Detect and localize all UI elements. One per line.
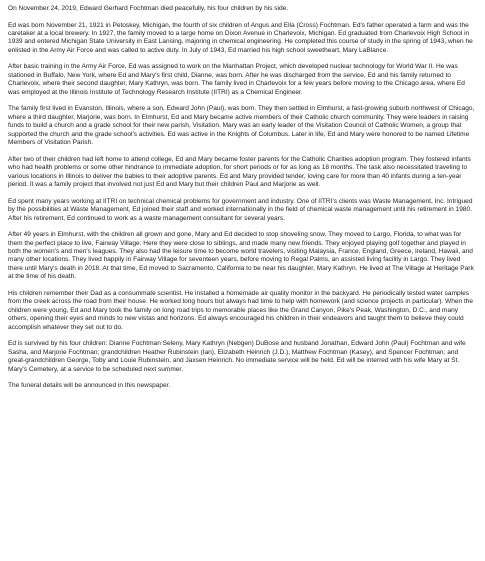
paragraph-elmhurst-family: The family first lived in Evanston, Illinois, where a son, Edward John (Paul), was born. They then settled in Elmhurst, a fast-growing suburb northwest of Chicago, where a third daughter, Marjorie, was born. In Elmhurst, Ed and Mary became active members of their Catholic church community. They were leaders in raising funds to build a church and a grade school for their new parish, Visitation. Mary was an early leader of the Visitation Council of Catholic Women, a group that supported the church and the grade school's activities. Ed was active in the Knights of Columbus. Later in life, Ed and Mary were honored to be named Lifetime Members of Visitation Parish. — [8, 105, 475, 147]
paragraph-foster-parents: After two of their children had left home to attend college, Ed and Mary became foster parents for the Catholic Charities adoption program. They fostered infants who had health problems or some other hindrance to immediate adoption, for short periods or for as long as 18 months. The task also necessitated traveling to various locations in Illinois to deliver the babies to their adoptive parents. Ed and Mary provided tender, loving care for more than 40 infants during a ten-year period. It was a family project that involved not just Ed and Mary but their children Paul and Marjorie as well. — [8, 155, 471, 189]
paragraph-funeral-details: The funeral details will be announced in this newspaper. — [8, 382, 171, 390]
paragraph-early-life: Ed was born November 21, 1921 in Petoskey, Michigan, the fourth of six children of Angus and Ella (Cross) Fochtman. Ed's father operated a farm and was the caretaker at a local brewery. In 1927, the family moved to a large home on Dixon Avenue in Charlevoix, Michigan. Ed graduated from Charlevoix High School in 1939 and entered Michigan State University in East Lansing, majoring in chemical engineering. He completed this course of study in the spring of 1943, when he enlisted in the Army Air Force and was called to active duty. In July of 1943, Ed married his high school sweetheart, Mary LaBlance. — [8, 21, 473, 54]
paragraph-retirement-florida: After 49 years in Elmhurst, with the children all grown and gone, Mary and Ed decided to stop shoveling snow. They moved to Largo, Florida, to what was for them the perfect place to live, Fairway Village. Here they were close to siblings, and made many new friends. They enjoyed playing golf together and played in both the women's and men's leagues. They also had the leisure time to become world travelers, visiting Malaysia, France, England, Greece, Ireland, Hawaii, and many other locations. They lived happily in Fairway Village for seventeen years, before moving to Regal Palms, an assisted living facility in Largo. They lived there until Mary's death in 2018. At that time, Ed moved to Sacramento, California to be near his daughter, Mary Kathryn. He lived at The Village at Heritage Park at the time of his death. — [8, 231, 474, 281]
paragraph-survivors: Ed is survived by his four children: Dianne Fochtman Seleny, Mary Kathryn (Nebgen) DuBose and husband Jonathan, Edward John (Paul) Fochtman and wife Sasha, and Marjorie Fochtman; grandchildren Heather Rubinstein (Ian), Elizabeth Heinrich (J.D.), Matthew Fochtman (Kasey), and Spencer Fochtman; and great-grandchildren George, Toby and Louie Rubinstein, and Jaxsen Heinrich. No immediate service will be held. Ed will be interred with his wife Mary at St. Mary's Cemetery, at a service to be scheduled next summer. — [8, 340, 466, 373]
paragraph-career: Ed spent many years working at IITRI on technical chemical problems for government and industry. One of IITRI's clients was Waste Management, Inc. Intrigued by the possibilities at Waste Management, Ed joined their staff and worked internationally in the field of chemical waste management until his retirement in 1980. After his retirement, Ed continued to work as a waste management consultant for several years. — [8, 197, 473, 222]
paragraph-military-service: After basic training in the Army Air Force, Ed was assigned to work on the Manhattan Project, which developed nuclear technology for World War II. He was stationed in Buffalo, New York, where Ed and Mary's first child, Dianne, was born. After he was discharged from the service, Ed and his family returned to Charlevoix, where their second daughter, Mary Kathryn, was born. The family lived in Charlevoix for a few years before moving to the Chicago area, where Ed was employed at the Illinois Institute of Technology Research Institute (IITRI) as a Chemical Engineer. — [8, 63, 465, 96]
paragraph-death-announcement: On November 24, 2019, Edward Gerhard Fochtman died peacefully, his four children by his side. — [8, 5, 289, 12]
paragraph-children-memories: His children remember their Dad as a consummate scientist. He installed a homemade air quality monitor in the backyard. He periodically tested water samples from the creek across the road from their house. He worked long hours but always had time to help with homework (and science projects in particular). When the children were young, Ed and Mary took the family on long road trips to memorable places like the Grand Canyon, Pike's Peak, Washington, D.C., and many others, opening their eyes and minds to new vistas and horizons. Ed always encouraged his children in their endeavors and taught them to believe they could accomplish whatever they set out to do. — [8, 289, 474, 331]
